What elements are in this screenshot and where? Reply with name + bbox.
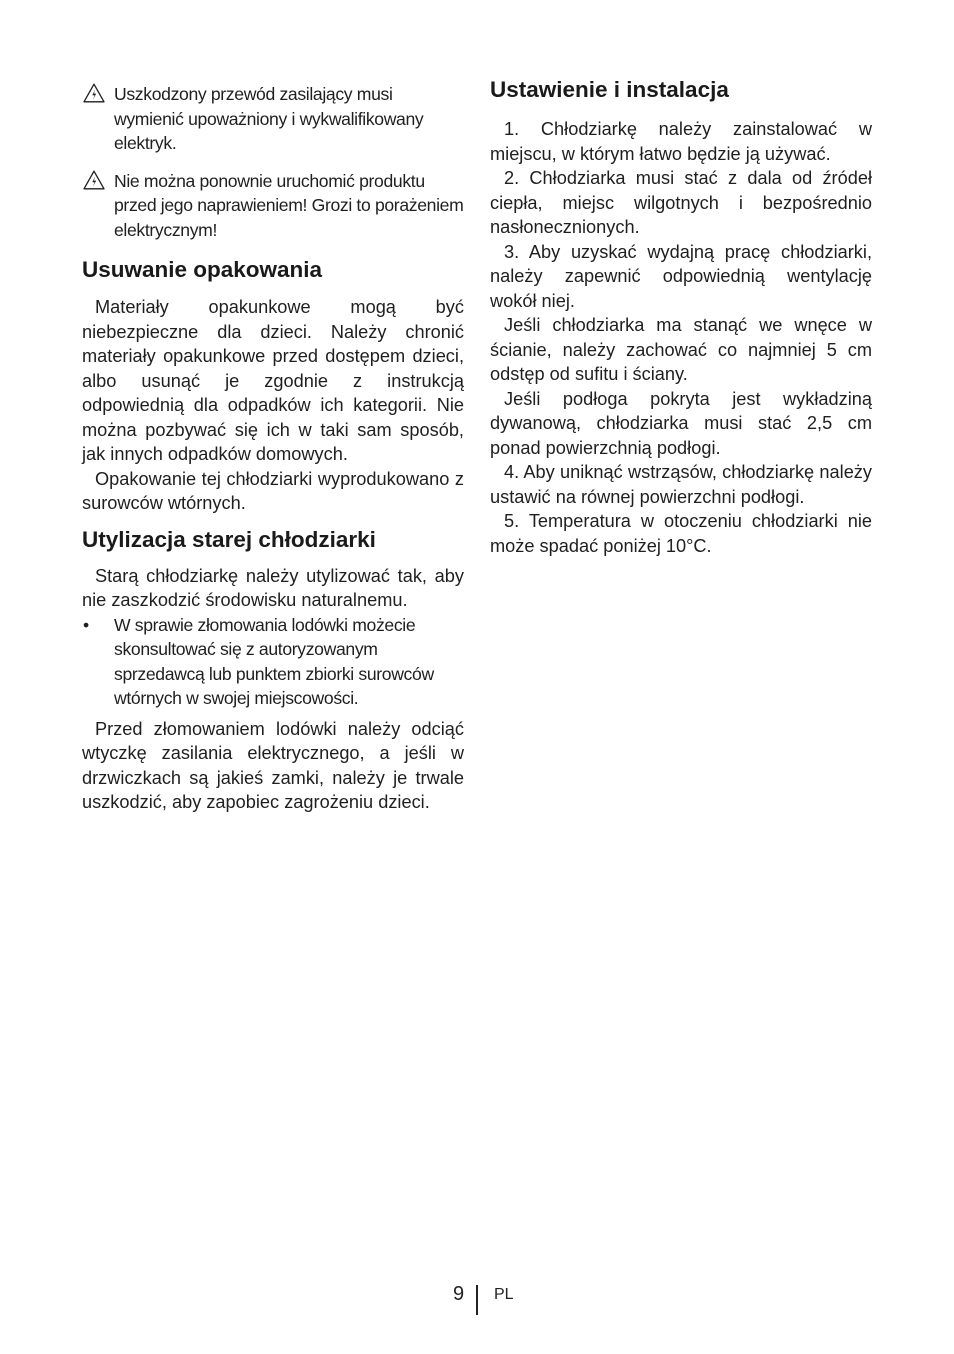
paragraph: Opakowanie tej chłodziarki wyprodukowano z surowców wtórnych. xyxy=(82,468,464,513)
section-heading-installation: Ustawienie i instalacja xyxy=(490,77,729,102)
bullet-item xyxy=(82,613,464,711)
left-column xyxy=(82,76,464,815)
section-heading-packaging: Usuwanie opakowania xyxy=(82,257,323,282)
warning-do-not-restart xyxy=(82,169,464,243)
paragraph: Jeśli chłodziarka ma stanąć we wnęce w ścianie, należy zachować co najmniej 5 cm odstęp od sufitu i ściany. xyxy=(490,315,872,384)
paragraph: 3. Aby uzyskać wydajną pracę chłodziarki, należy zapewnić odpowiednią wentylację wokół niej. xyxy=(490,241,872,311)
paragraph: Materiały opakunkowe mogą być niebezpieczne dla dzieci. Należy chronić materiały opakunkowe przed dostępem dzieci, albo usunąć je zgodnie z instrukcją odpowiednią dla odpadków ich kategorii. Nie można pozbywać się ich w taki sam sposób, jak innych odpadków domowych. xyxy=(82,297,464,464)
paragraph: Starą chłodziarkę należy utylizować tak, aby nie zaszkodzić środowisku naturalnemu. xyxy=(82,565,464,610)
warning-text: Uszkodzony przewód zasilający musi wymienić upoważniony i wykwalifikowany elektryk. xyxy=(114,84,424,153)
bullet-text: W sprawie złomowania lodówki możecie skonsultować się z autoryzowanym sprzedawcą lub punktem zbiorki surowców wtórnych w swojej miejscowości. xyxy=(114,614,434,708)
paragraph: Przed złomowaniem lodówki należy odciąć wtyczkę zasilania elektrycznego, a jeśli w drzwiczkach są jakieś zamki, należy je trwale uszkodzić, aby zapobiec zagrożeniu dzieci. xyxy=(82,718,464,812)
electric-warning-icon xyxy=(83,83,105,103)
paragraph: 2. Chłodziarka musi stać z dala od źródeł ciepła, miejsc wilgotnych i bezpośrednio nasłonecznionych. xyxy=(490,168,872,237)
warning-damaged-cable xyxy=(82,82,464,156)
warning-text: Nie można ponownie uruchomić produktu przed jego naprawieniem! Grozi to porażeniem elektrycznym! xyxy=(114,170,464,240)
paragraph: 1. Chłodziarkę należy zainstalować w miejscu, w którym łatwo będzie ją używać. xyxy=(490,119,872,164)
page-number: 9 xyxy=(453,1283,465,1305)
language-code: PL xyxy=(494,1286,514,1303)
paragraph: 5. Temperatura w otoczeniu chłodziarki nie może spadać poniżej 10°C. xyxy=(490,511,872,556)
electric-warning-icon xyxy=(83,170,105,190)
bullet-symbol: • xyxy=(83,614,89,635)
paragraph: 4. Aby uniknąć wstrząsów, chłodziarkę należy ustawić na równej powierzchni podłogi. xyxy=(490,462,872,507)
footer-divider xyxy=(476,1285,478,1315)
paragraph: Jeśli podłoga pokryta jest wykładziną dywanową, chłodziarka musi stać 2,5 cm ponad powierzchnią podłogi. xyxy=(490,388,872,458)
right-column xyxy=(490,76,872,558)
section-heading-disposal: Utylizacja starej chłodziarki xyxy=(82,526,376,552)
